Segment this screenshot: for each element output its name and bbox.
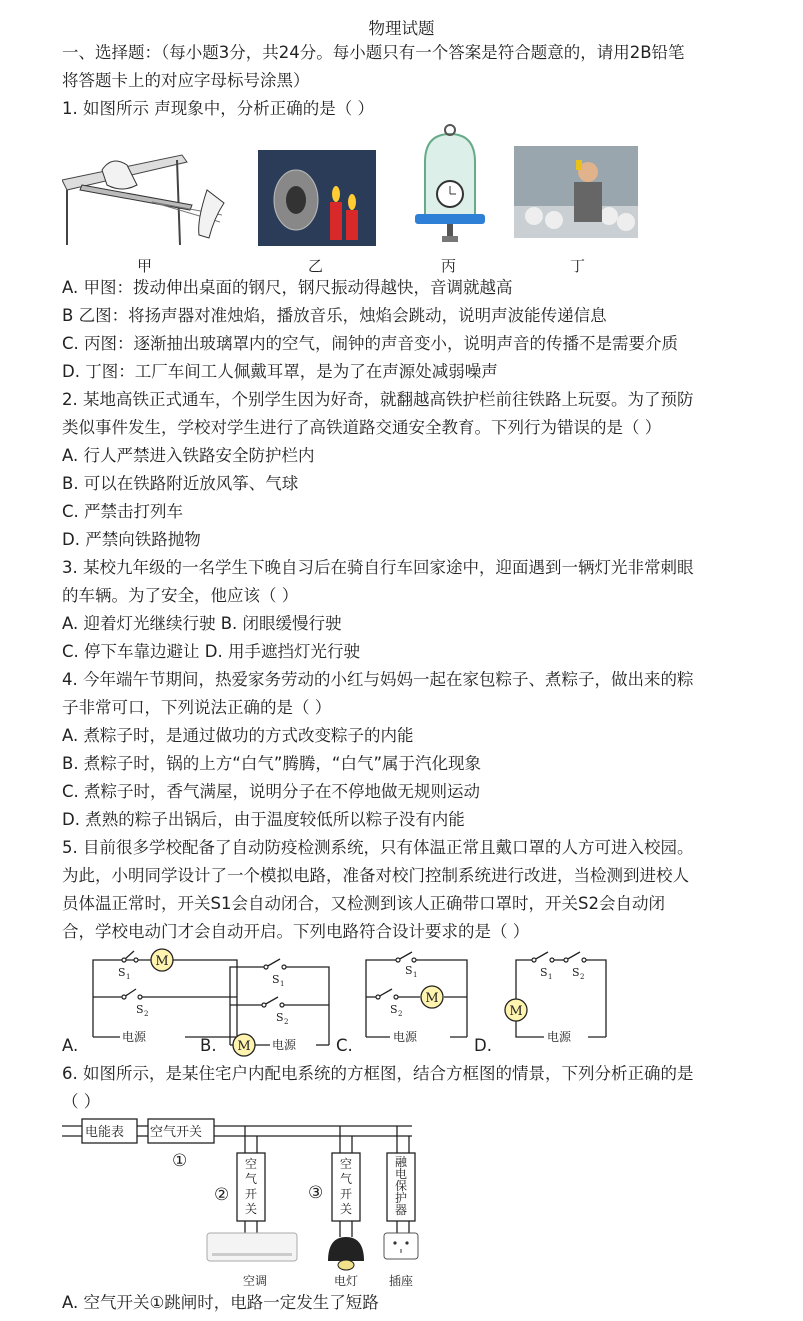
- svg-text:S: S: [572, 966, 580, 979]
- svg-text:S: S: [136, 1003, 144, 1016]
- caption-jia: 甲: [137, 257, 153, 275]
- svg-text:1: 1: [413, 971, 418, 979]
- page-title: 物理试题: [368, 19, 435, 38]
- svg-text:关: 关: [244, 1202, 258, 1216]
- q6-stem: 6. 如图所示，是某住宅户内配电系统的方框图，结合方框图的情景，下列分析正确的是: [62, 1064, 694, 1083]
- device-lamp: 电灯: [333, 1274, 359, 1288]
- q4-option-c: C. 煮粽子时，香气满屋，说明分子在不停地做无规则运动: [62, 782, 481, 801]
- q1-option-b: B 乙图：将扬声器对准烛焰，播放音乐，烛焰会跳动，说明声波能传递信息: [62, 306, 607, 325]
- section-instructions-cont: 将答题卡上的对应字母标号涂黑）: [62, 71, 310, 90]
- source-d: 电源: [547, 1030, 572, 1044]
- q4-option-d: D. 煮熟的粽子出锅后，由于温度较低所以粽子没有内能: [62, 810, 465, 829]
- device-ac: 空调: [242, 1274, 268, 1288]
- caption-yi: 乙: [308, 257, 324, 275]
- q5-stem: 5. 目前很多学校配备了自动防疫检测系统，只有体温正常且戴口罩的人方可进入校园。: [62, 838, 694, 857]
- q2-stem: 2. 某地高铁正式通车，个别学生因为好奇，就翻越高铁护栏前往铁路上玩耍。为了预防: [62, 390, 694, 409]
- svg-text:空: 空: [244, 1157, 258, 1171]
- caption-bing: 丙: [441, 257, 457, 275]
- q2-option-a: A. 行人严禁进入铁路安全防护栏内: [62, 446, 315, 465]
- svg-text:1: 1: [280, 980, 285, 988]
- svg-text:S: S: [276, 1011, 284, 1024]
- q5-label-d: D.: [474, 1036, 492, 1055]
- svg-text:电: 电: [394, 1167, 408, 1181]
- svg-text:开: 开: [339, 1187, 353, 1201]
- source-a: 电源: [122, 1030, 147, 1044]
- q5-label-b: B.: [200, 1036, 217, 1055]
- speaker-candle-figure: [258, 150, 376, 246]
- label-2: ②: [214, 1185, 230, 1205]
- svg-text:开: 开: [244, 1187, 258, 1201]
- svg-text:S: S: [272, 973, 280, 986]
- q6-stem-cont: （ ）: [62, 1092, 101, 1111]
- svg-text:融: 融: [394, 1155, 408, 1169]
- lamp-icon: [328, 1237, 364, 1261]
- q4-option-a: A. 煮粽子时，是通过做功的方式改变粽子的内能: [62, 726, 414, 745]
- label-3: ③: [308, 1183, 324, 1203]
- q3-stem: 3. 某校九年级的一名学生下晚自习后在骑自行车回家途中，迎面遇到一辆灯光非常刺眼: [62, 558, 694, 577]
- q5-stem-cont3: 合，学校电动门才会自动开启。下列电路符合设计要求的是（ ）: [62, 922, 530, 941]
- q6-distribution-diagram: [62, 1115, 442, 1295]
- svg-text:2: 2: [580, 973, 585, 981]
- svg-text:1: 1: [126, 973, 131, 981]
- motor-b: M: [237, 1039, 251, 1054]
- source-c: 电源: [393, 1030, 418, 1044]
- label-1: ①: [172, 1151, 188, 1171]
- q4-stem-cont: 子非常可口，下列说法正确的是（ ）: [62, 698, 332, 717]
- q5-circuits: [58, 945, 758, 1060]
- svg-text:关: 关: [339, 1202, 353, 1216]
- svg-text:S: S: [390, 1003, 398, 1016]
- svg-text:2: 2: [284, 1018, 289, 1026]
- svg-text:S: S: [405, 964, 413, 977]
- meter-box: 电能表: [85, 1125, 125, 1140]
- q6-option-a: A. 空气开关①跳闸时，电路一定发生了短路: [62, 1293, 379, 1312]
- device-socket: 插座: [388, 1274, 414, 1288]
- q1-stem: 1. 如图所示 声现象中，分析正确的是（ ）: [62, 99, 374, 118]
- air-conditioner-icon: [207, 1233, 297, 1261]
- svg-text:S: S: [540, 966, 548, 979]
- svg-text:空: 空: [339, 1157, 353, 1171]
- q1-option-a: A. 甲图：拨动伸出桌面的钢尺，钢尺振动得越快，音调就越高: [62, 278, 513, 297]
- q1-option-d: D. 丁图：工厂车间工人佩戴耳罩，是为了在声源处减弱噪声: [62, 362, 498, 381]
- q4-stem: 4. 今年端午节期间，热爱家务劳动的小红与妈妈一起在家包粽子、煮粽子，做出来的粽: [62, 670, 694, 689]
- q3-stem-cont: 的车辆。为了安全，他应该（ ）: [62, 586, 299, 605]
- svg-text:2: 2: [398, 1010, 403, 1018]
- svg-text:气: 气: [244, 1172, 258, 1186]
- svg-text:护: 护: [394, 1191, 408, 1205]
- motor-a: M: [155, 954, 169, 969]
- q2-option-d: D. 严禁向铁路抛物: [62, 530, 201, 549]
- q2-option-c: C. 严禁击打列车: [62, 502, 184, 521]
- svg-text:2: 2: [144, 1010, 149, 1018]
- q1-option-c: C. 丙图：逐渐抽出玻璃罩内的空气，闹钟的声音变小，说明声音的传播不是需要介质: [62, 334, 679, 353]
- section-instructions: 一、选择题：（每小题3分，共24分。每小题只有一个答案是符合题意的，请用2B铅笔: [62, 43, 685, 62]
- bell-jar-figure: [410, 122, 490, 247]
- svg-text:1: 1: [548, 973, 553, 981]
- svg-text:保: 保: [394, 1179, 408, 1193]
- q5-stem-cont2: 员体温正常时，开关S1会自动闭合，又检测到该人正确带口罩时，开关S2会自动闭: [62, 894, 665, 913]
- q3-options-ab: A. 迎着灯光继续行驶 B. 闭眼缓慢行驶: [62, 614, 342, 633]
- ruler-figure: [62, 150, 232, 250]
- motor-c: M: [425, 991, 439, 1006]
- q3-options-cd: C. 停下车靠边避让 D. 用手遮挡灯光行驶: [62, 642, 360, 661]
- q5-label-a: A.: [62, 1036, 79, 1055]
- q5-stem-cont1: 为此，小明同学设计了一个模拟电路，准备对校门控制系统进行改进，当检测到进校人: [62, 866, 689, 885]
- q2-stem-cont: 类似事件发生，学校对学生进行了高铁道路交通安全教育。下列行为错误的是（ ）: [62, 418, 662, 437]
- svg-text:气: 气: [339, 1172, 353, 1186]
- factory-worker-figure: [514, 146, 638, 238]
- svg-text:S: S: [118, 966, 126, 979]
- q2-option-b: B. 可以在铁路附近放风筝、气球: [62, 474, 299, 493]
- main-switch-box: 空气开关: [150, 1125, 203, 1140]
- caption-ding: 丁: [570, 257, 586, 275]
- svg-text:器: 器: [394, 1203, 408, 1217]
- socket-icon: [384, 1233, 418, 1259]
- q4-option-b: B. 煮粽子时，锅的上方“白气”腾腾，“白气”属于汽化现象: [62, 754, 482, 773]
- source-b: 电源: [272, 1038, 297, 1052]
- motor-d: M: [509, 1004, 523, 1019]
- q5-label-c: C.: [336, 1036, 353, 1055]
